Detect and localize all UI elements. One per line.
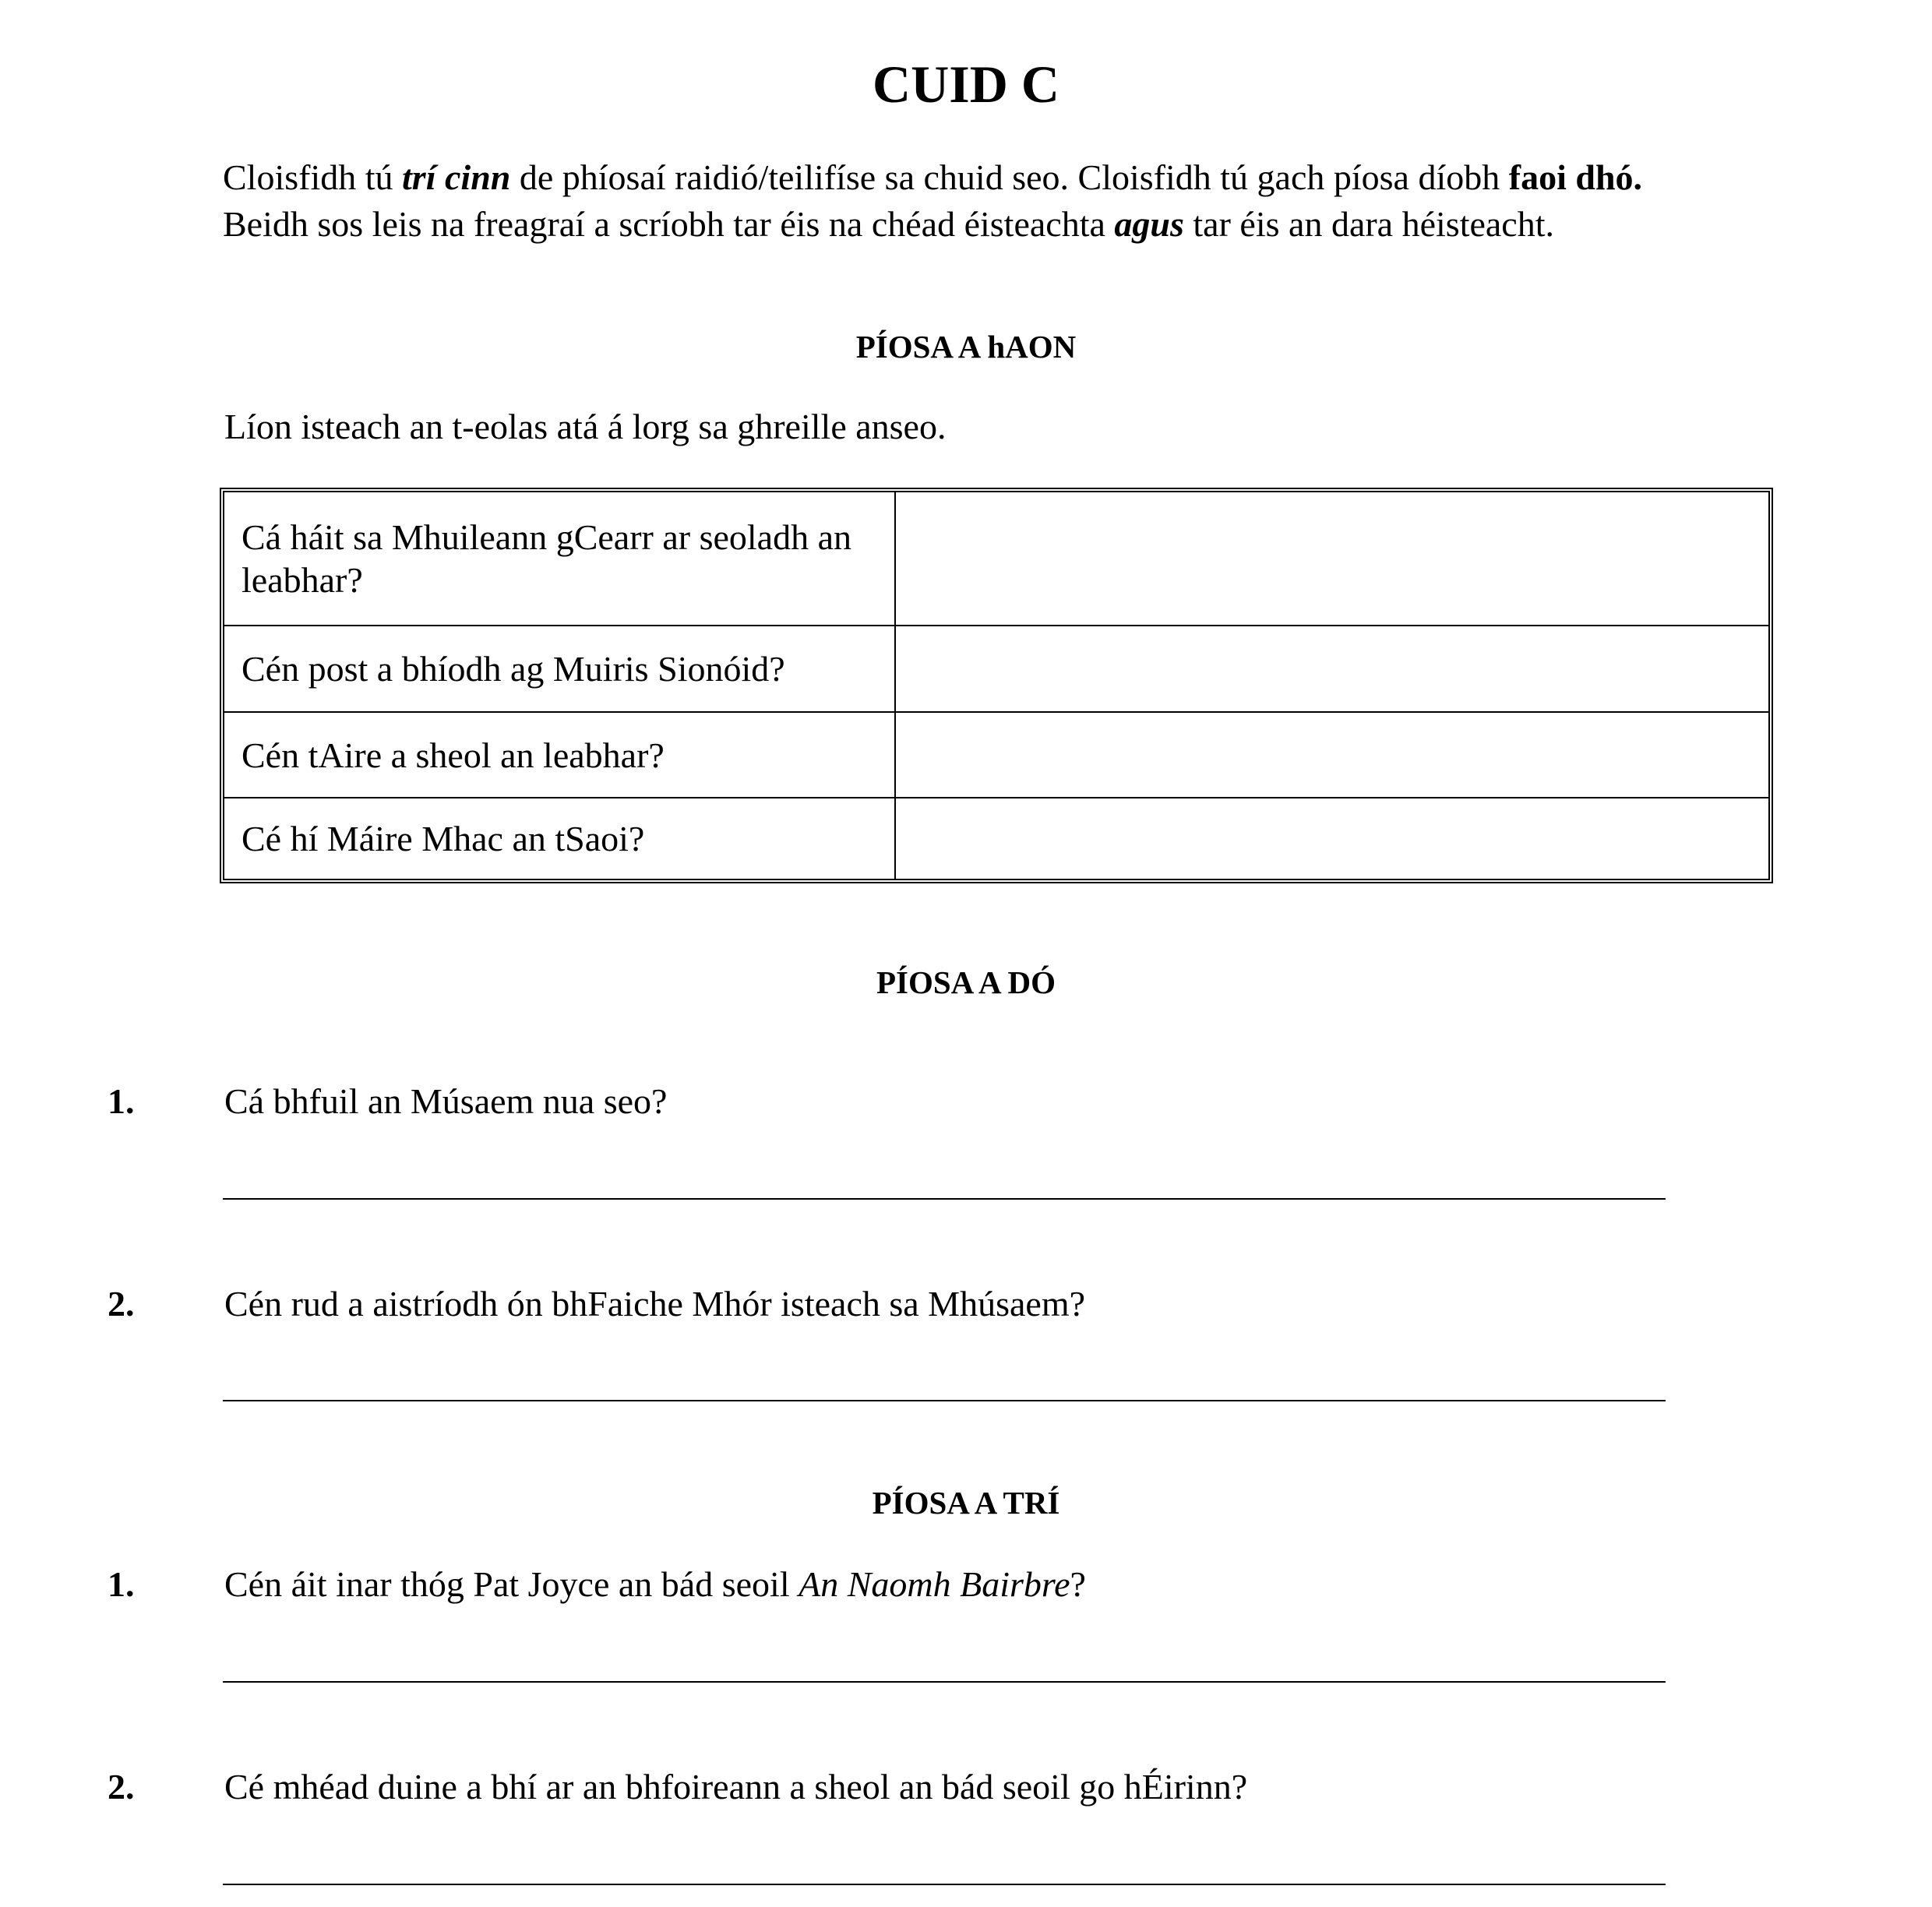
piece-three-heading: PÍOSA A TRÍ	[872, 1485, 1060, 1521]
question-text-part: Cé mhéad duine a bhí ar an bhfoireann a sheol an bád seoil go hÉirinn?	[224, 1767, 1248, 1807]
grid-answer-cell[interactable]	[896, 626, 1768, 711]
section-title: CUID C	[873, 55, 1059, 114]
question-text: Cén rud a aistríodh ón bhFaiche Mhór isteach sa Mhúsaem?	[224, 1284, 1086, 1324]
grid-row	[224, 797, 1768, 879]
answer-line[interactable]	[223, 1884, 1666, 1885]
question-number: 1.	[108, 1564, 135, 1604]
answer-grid	[220, 488, 1773, 883]
answer-line[interactable]	[223, 1400, 1666, 1401]
grid-answer-cell[interactable]	[896, 798, 1768, 879]
grid-question: Cé hí Máire Mhac an tSaoi?	[224, 798, 896, 879]
grid-question: Cén post a bhíodh ag Muiris Sionóid?	[224, 626, 896, 711]
grid-answer-cell[interactable]	[896, 492, 1768, 625]
intro-line-1	[223, 154, 1890, 201]
question-number: 1.	[108, 1081, 135, 1121]
intro-emphasis: trí cinn	[402, 157, 511, 197]
intro-text: Beidh sos leis na freagraí a scríobh tar éis na chéad éisteachta	[223, 204, 1115, 244]
intro-text: Cloisfidh tú	[223, 157, 403, 197]
question-number: 2.	[108, 1767, 135, 1807]
question-text	[224, 1764, 1247, 1810]
grid-question: Cá háit sa Mhuileann gCearr ar seoladh an leabhar?	[224, 492, 896, 625]
grid-question: Cén tAire a sheol an leabhar?	[224, 713, 896, 797]
answer-line[interactable]	[223, 1681, 1666, 1683]
answer-line[interactable]	[223, 1198, 1666, 1200]
intro-text: tar éis an dara héisteacht.	[1183, 204, 1554, 244]
piece-one-heading: PÍOSA A hAON	[855, 329, 1077, 365]
piece-two-heading: PÍOSA A DÓ	[876, 964, 1056, 1000]
question-text-part: Cén áit inar thóg Pat Joyce an bád seoil	[224, 1564, 799, 1604]
intro-text: de phíosaí raidió/teilifíse sa chuid seo. Cloisfidh tú gach píosa díobh	[510, 157, 1509, 197]
grid-row	[224, 492, 1768, 625]
grid-answer-cell[interactable]	[896, 713, 1768, 797]
grid-row	[224, 625, 1768, 711]
question-text: Cá bhfuil an Músaem nua seo?	[224, 1081, 668, 1121]
intro-emphasis: agus	[1114, 204, 1184, 244]
question-number: 2.	[108, 1284, 135, 1324]
grid-row	[224, 711, 1768, 797]
piece-one-instruction: Líon isteach an t-eolas atá á lorg sa ghreille anseo.	[224, 407, 947, 446]
boat-name: An Naomh Bairbre	[799, 1564, 1070, 1604]
question-text-part: ?	[1070, 1564, 1086, 1604]
question-text	[224, 1561, 1086, 1608]
intro-paragraph	[223, 154, 1890, 248]
intro-line-2	[223, 201, 1890, 248]
intro-emphasis: faoi dhó.	[1508, 157, 1643, 197]
